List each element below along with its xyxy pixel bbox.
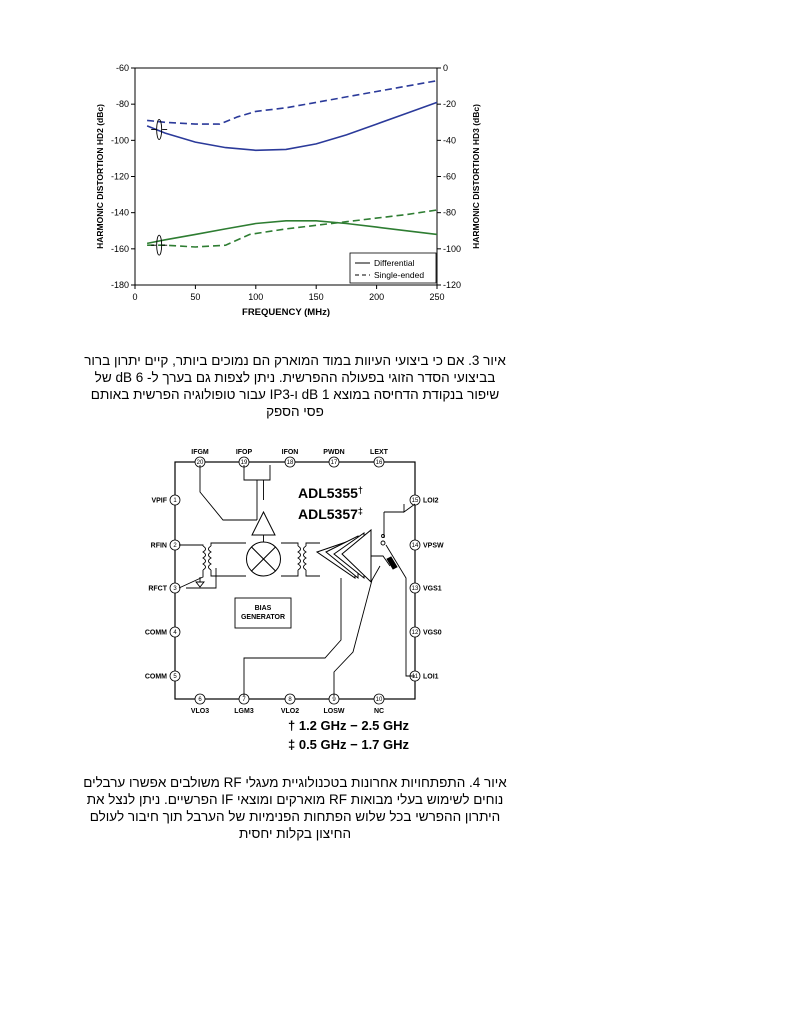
pin-label: IFGM bbox=[191, 449, 209, 456]
pin-number: 2 bbox=[173, 543, 177, 549]
pin-number: 13 bbox=[411, 586, 419, 592]
pin-number: 10 bbox=[375, 697, 383, 703]
figure-4-caption bbox=[60, 774, 530, 842]
pin-label: IFOP bbox=[235, 449, 253, 456]
caption-line: בביצועי הסדר הזוגי בפעולה ההפרשית. ניתן לצפות גם בערך ל- 6 dB של bbox=[94, 370, 496, 385]
y-right-tick-label: 0 bbox=[443, 63, 449, 73]
pin-label: COMM bbox=[144, 673, 167, 681]
legend-label: Differential bbox=[374, 258, 415, 268]
y-left-tick-label: -180 bbox=[110, 280, 129, 290]
freq-note-1: † 1.2 GHz − 2.5 GHz bbox=[288, 718, 410, 733]
pin-number: 6 bbox=[198, 697, 202, 703]
x-tick-label: 50 bbox=[190, 292, 201, 302]
pin-number: 14 bbox=[411, 543, 419, 549]
caption-line: פסי הספק bbox=[266, 404, 324, 419]
caption-line: איור 4. התפתחויות אחרונות בטכנולוגיית מעגלי RF משולבים אפשרו ערבלים bbox=[83, 775, 507, 790]
caption-line: החיצון בקלות יחסית bbox=[238, 826, 352, 841]
pin-number: 15 bbox=[411, 498, 419, 504]
pin-number: 16 bbox=[375, 460, 383, 466]
pin-label: NC bbox=[373, 708, 385, 715]
pin-label: VLO2 bbox=[280, 708, 300, 715]
x-tick-label: 200 bbox=[369, 292, 385, 302]
pin-label: LOSW bbox=[323, 708, 345, 715]
pin-label: LOI1 bbox=[423, 673, 439, 681]
y-right-tick-label: -80 bbox=[443, 207, 457, 218]
x-tick-label: 150 bbox=[308, 292, 324, 302]
pin-label: RFCT bbox=[148, 585, 167, 593]
pin-label: LOI2 bbox=[423, 497, 439, 505]
pin-label: VPSW bbox=[423, 542, 444, 550]
pin-number: 9 bbox=[332, 697, 336, 703]
pin-number: 19 bbox=[240, 460, 248, 466]
plot-frame bbox=[135, 68, 437, 285]
chart-plot bbox=[95, 63, 481, 318]
pin-label: PWDN bbox=[323, 449, 345, 456]
pin-number: 20 bbox=[196, 460, 204, 466]
x-tick-label: 0 bbox=[132, 292, 138, 302]
y-left-axis-label: HARMONIC DISTORTION HD2 (dBc) bbox=[95, 104, 105, 249]
pin-number: 4 bbox=[173, 630, 177, 636]
y-left-tick-label: -140 bbox=[110, 207, 129, 218]
pin-number: 5 bbox=[173, 674, 177, 680]
mixer-block-diagram bbox=[120, 440, 460, 760]
figure-3-caption bbox=[70, 352, 520, 420]
pin-label: VLO3 bbox=[190, 708, 210, 715]
pin-label: LEXT bbox=[370, 449, 388, 456]
pin-number: 17 bbox=[330, 460, 338, 466]
x-tick-label: 100 bbox=[248, 292, 264, 302]
x-tick-label: 250 bbox=[429, 292, 445, 302]
pin-label: LGM3 bbox=[234, 708, 254, 715]
y-right-tick-label: -120 bbox=[443, 280, 462, 290]
chip-outline bbox=[175, 462, 415, 699]
x-axis-label: FREQUENCY (MHz) bbox=[242, 307, 330, 318]
bias-label: GENERATOR bbox=[240, 614, 286, 621]
y-left-tick-label: -60 bbox=[115, 63, 129, 73]
freq-note-2: ‡ 0.5 GHz − 1.7 GHz bbox=[288, 737, 410, 752]
pin-label: VGS1 bbox=[423, 585, 442, 593]
part-name-adl5357: ADL5357‡ bbox=[298, 506, 363, 522]
pin-number: 3 bbox=[173, 586, 177, 592]
y-left-tick-label: -120 bbox=[110, 171, 129, 182]
pin-number: 1 bbox=[173, 498, 177, 504]
pin-label: VGS0 bbox=[423, 629, 442, 637]
y-right-axis-label: HARMONIC DISTORTION HD3 (dBc) bbox=[471, 104, 481, 249]
caption-line: איור 3. אם כי ביצועי העיוות במוד המוארק הם נמוכים ביותר, קיים יתרון ברור bbox=[84, 353, 506, 368]
caption-line: נוחים לשימוש בעלי מבואות RF מוארקים ומוצאי IF הפרשיים. ניתן לנצל את bbox=[86, 792, 504, 807]
bias-label: BIAS bbox=[254, 605, 272, 612]
bias-generator-block bbox=[235, 598, 291, 628]
y-right-tick-label: -60 bbox=[443, 171, 457, 182]
caption-line: שיפור בנקודת הדחיסה במוצא 1 dB ו-IP3 עבור טופולוגיה הפרשית באותם bbox=[90, 387, 500, 402]
caption-line: היתרון ההפרשי בכל שלוש הפתחות הפנימיות של הערבל תוך חיבור לעולם bbox=[89, 809, 501, 824]
y-left-tick-label: -100 bbox=[110, 135, 129, 146]
pin-number: 7 bbox=[242, 697, 246, 703]
pin-number: 18 bbox=[286, 460, 294, 466]
y-right-tick-label: -20 bbox=[443, 99, 457, 110]
y-right-tick-label: -100 bbox=[443, 243, 462, 254]
pin-label: IFON bbox=[281, 449, 299, 456]
y-left-tick-label: -80 bbox=[115, 99, 129, 110]
pin-label: COMM bbox=[144, 629, 167, 637]
pin-label: VPIF bbox=[151, 497, 167, 505]
part-name-adl5355: ADL5355† bbox=[298, 485, 363, 501]
harmonic-distortion-chart bbox=[90, 60, 510, 325]
y-left-tick-label: -160 bbox=[110, 243, 129, 254]
y-right-tick-label: -40 bbox=[443, 135, 457, 146]
pin-number: 12 bbox=[411, 630, 419, 636]
pin-number: 8 bbox=[288, 697, 292, 703]
pin-number: 11 bbox=[411, 674, 419, 680]
legend-label: Single-ended bbox=[374, 270, 425, 280]
pin-label: RFIN bbox=[150, 542, 167, 550]
